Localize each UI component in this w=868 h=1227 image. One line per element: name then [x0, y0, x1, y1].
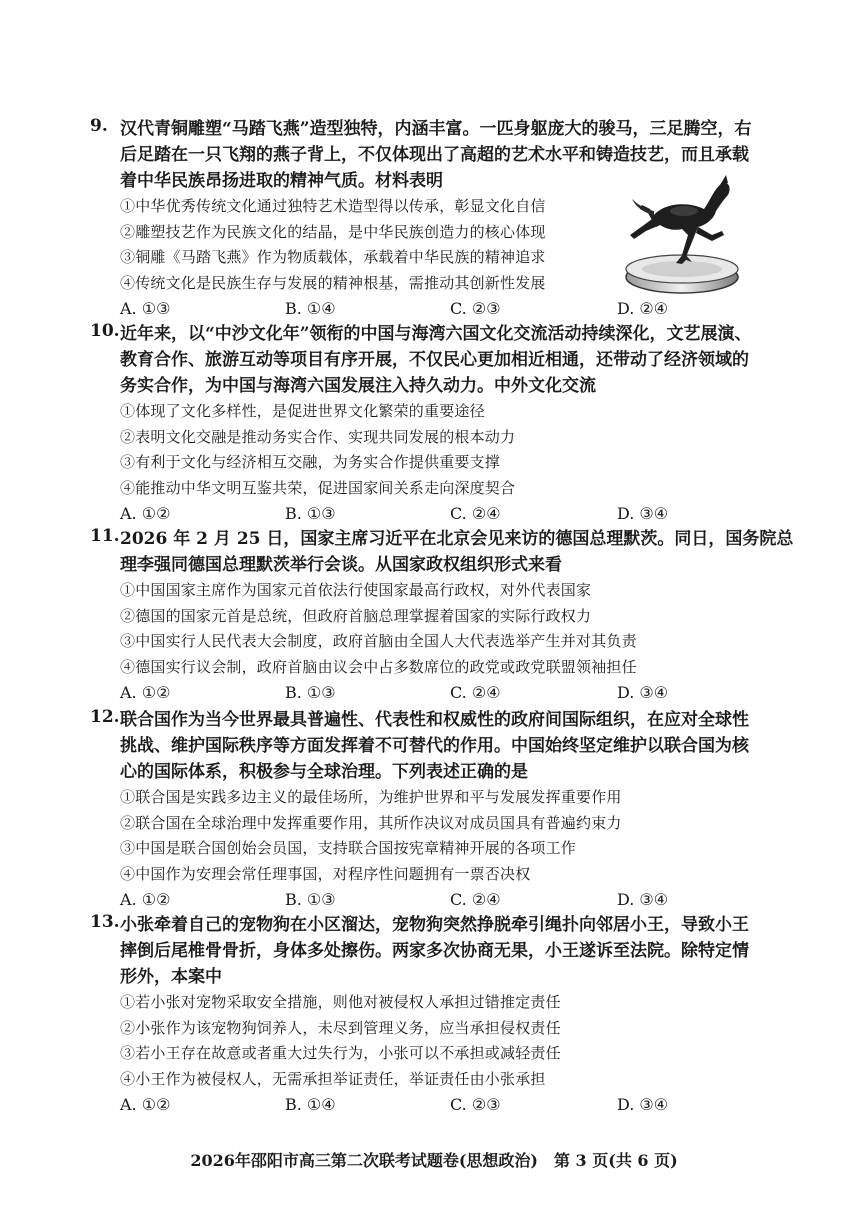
- option-statement: ③中国实行人民代表大会制度，政府首脑由全国人大代表选举产生并对其负责: [120, 632, 637, 650]
- choice-d: D. ③④: [617, 890, 669, 909]
- question-stem-line: 心的国际体系，积极参与全球治理。下列表述正确的是: [120, 762, 528, 782]
- answer-choices: [90, 501, 790, 527]
- choice-b: B. ①④: [285, 299, 336, 318]
- question-stem-line: 汉代青铜雕塑“马踏飞燕”造型独特，内涵丰富。一匹身躯庞大的骏马，三足腾空，右: [120, 119, 752, 139]
- option-statement: ④传统文化是民族生存与发展的精神根基，需推动其创新性发展: [120, 273, 546, 292]
- choice-c: C. ②④: [450, 504, 501, 523]
- option-statement: ④能推动中华文明互鉴共荣，促进国家间关系走向深度契合: [120, 478, 516, 497]
- page-footer: 2026年邵阳市高三第二次联考试题卷(思想政治) 第 3 页(共 6 页): [190, 1151, 678, 1170]
- choice-d: D. ③④: [617, 683, 669, 702]
- option-statement: ③铜雕《马踏飞燕》作为物质载体，承载着中华民族的精神追求: [120, 248, 546, 266]
- question-stem-line: 着中华民族昂扬进取的精神气质。材料表明: [120, 171, 443, 191]
- answer-choices: [90, 680, 790, 706]
- option-statement: ①中华优秀传统文化通过独特艺术造型得以传承，彰显文化自信: [120, 197, 546, 215]
- question-stem-line: 理李强同德国总理默茨举行会谈。从国家政权组织形式来看: [120, 555, 562, 575]
- option-statement: ③中国是联合国创始会员国，支持联合国按宪章精神开展的各项工作: [120, 839, 577, 857]
- question-stem-line: 务实合作，为中国与海湾六国发展注入持久动力。中外文化交流: [120, 376, 596, 396]
- question-number: 13.: [90, 912, 120, 932]
- question-10: [90, 321, 790, 527]
- question-11: [90, 526, 794, 706]
- question-stem-line: 挑战、维护国际秩序等方面发挥着不可替代的作用。中国始终坚定维护以联合国为核: [120, 736, 749, 756]
- question-number: 11.: [90, 526, 120, 546]
- option-statement: ④中国作为安理会常任理事国，对程序性问题拥有一票否决权: [120, 864, 531, 883]
- option-statement: ③有利于文化与经济相互交融，为务实合作提供重要支撑: [120, 453, 501, 471]
- choice-c: C. ②③: [450, 299, 501, 318]
- choice-d: D. ③④: [617, 1095, 669, 1114]
- question-stem-line: 教育合作、旅游互动等项目有序开展，不仅民心更加相近相通，还带动了经济领域的: [120, 350, 749, 370]
- choice-b: B. ①③: [285, 890, 336, 909]
- question-number: 12.: [90, 707, 120, 727]
- question-stem-line: 近年来，以“中沙文化年”领衔的中国与海湾六国文化交流活动持续深化，文艺展演、: [120, 324, 752, 344]
- galloping-horse-statue-image: [624, 165, 740, 295]
- choice-a: A. ①②: [120, 683, 171, 702]
- choice-d: D. ②④: [617, 299, 669, 318]
- question-13: [90, 912, 790, 1118]
- answer-choices: [90, 296, 790, 322]
- question-stem-line: 形外，本案中: [120, 967, 222, 987]
- question-stem-line: 小张牵着自己的宠物狗在小区溜达，宠物狗突然挣脱牵引绳扑向邻居小王，导致小王: [120, 915, 749, 935]
- question-number: 10.: [90, 321, 120, 341]
- choice-b: B. ①④: [285, 1095, 336, 1114]
- option-statement: ④德国实行议会制，政府首脑由议会中占多数席位的政党或政党联盟领袖担任: [120, 657, 637, 676]
- option-statement: ②德国的国家元首是总统，但政府首脑总理掌握着国家的实际行政权力: [120, 606, 592, 625]
- option-statement: ①体现了文化多样性，是促进世界文化繁荣的重要途径: [120, 402, 485, 420]
- question-stem-line: 后足踏在一只飞翔的燕子背上，不仅体现出了高超的艺术水平和铸造技艺，而且承载: [120, 145, 749, 165]
- choice-c: C. ②④: [450, 683, 501, 702]
- choice-c: C. ②③: [450, 1095, 501, 1114]
- option-statement: ①若小张对宠物采取安全措施，则他对被侵权人承担过错推定责任: [120, 993, 561, 1011]
- option-statement: ④小王作为被侵权人，无需承担举证责任，举证责任由小张承担: [120, 1069, 546, 1088]
- choice-d: D. ③④: [617, 504, 669, 523]
- choice-b: B. ①③: [285, 683, 336, 702]
- option-statement: ②雕塑技艺作为民族文化的结晶，是中华民族创造力的核心体现: [120, 222, 546, 241]
- choice-a: A. ①③: [120, 299, 171, 318]
- choice-b: B. ①③: [285, 504, 336, 523]
- option-statement: ①中国国家主席作为国家元首依法行使国家最高行政权，对外代表国家: [120, 581, 592, 599]
- question-stem-line: 2026 年 2 月 25 日，国家主席习近平在北京会见来访的德国总理默茨。同日，国务院总: [120, 529, 794, 549]
- choice-a: A. ①②: [120, 890, 171, 909]
- option-statement: ②联合国在全球治理中发挥重要作用，其所作决议对成员国具有普遍约束力: [120, 813, 622, 832]
- question-12: [90, 707, 790, 913]
- answer-choices: [90, 887, 790, 913]
- option-statement: ②小张作为该宠物狗饲养人，未尽到管理义务，应当承担侵权责任: [120, 1018, 561, 1037]
- choice-a: A. ①②: [120, 1095, 171, 1114]
- answer-choices: [90, 1092, 790, 1118]
- question-stem-line: 摔倒后尾椎骨骨折，身体多处擦伤。两家多次协商无果，小王遂诉至法院。除特定情: [120, 941, 749, 961]
- question-stem-line: 联合国作为当今世界最具普遍性、代表性和权威性的政府间国际组织，在应对全球性: [120, 710, 749, 730]
- option-statement: ②表明文化交融是推动务实合作、实现共同发展的根本动力: [120, 427, 516, 446]
- choice-a: A. ①②: [120, 504, 171, 523]
- option-statement: ①联合国是实践多边主义的最佳场所，为维护世界和平与发展发挥重要作用: [120, 788, 622, 806]
- choice-c: C. ②④: [450, 890, 501, 909]
- question-number: 9.: [90, 116, 108, 136]
- option-statement: ③若小王存在故意或者重大过失行为，小张可以不承担或减轻责任: [120, 1044, 561, 1062]
